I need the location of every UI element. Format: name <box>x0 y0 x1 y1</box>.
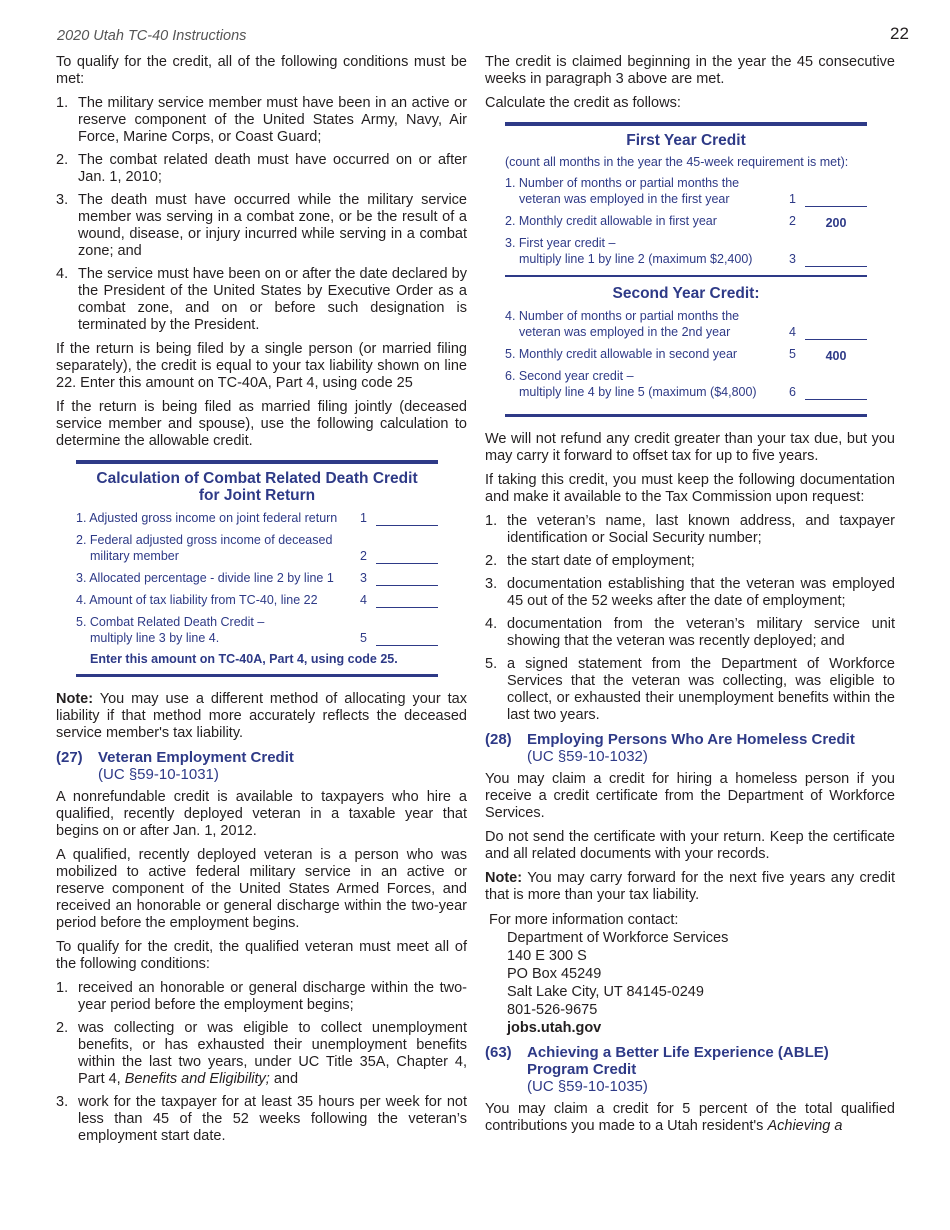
entry-field[interactable] <box>376 571 438 586</box>
list-item: 4. documentation from the veteran’s military service unit showing that the veteran was recently deployed; and <box>485 616 895 649</box>
conditions-list <box>56 95 467 334</box>
box-divider <box>505 275 867 277</box>
entry-field[interactable] <box>805 252 867 267</box>
veteran-conditions-list <box>56 980 467 1145</box>
calc-row: 4. Number of months or partial months the veteran was employed in the 2nd year 4 <box>505 308 867 340</box>
contact-line: Department of Workforce Services <box>507 930 729 946</box>
combat-death-calculation-box <box>76 460 438 677</box>
calc-row: 2. Monthly credit allowable in first year 2 200 <box>505 213 867 229</box>
first-year-note: (count all months in the year the 45-week requirement is met): <box>505 155 849 169</box>
right-column <box>485 54 895 1142</box>
list-item: 1. The military service member must have been in an active or reserve component of the United States Army, Navy, Air Force, Marine Corps, or Coast Guard; <box>56 95 467 145</box>
calc-row: 2. Federal adjusted gross income of deceased military member 2 <box>76 532 438 564</box>
list-item: 2. was collecting or was eligible to collect unemployment benefits, or has exhausted their unemployment benefits within the last two years, under UC Title 35A, Chapter 4, Part 4, Benefits and Eligibility; and <box>56 1020 467 1087</box>
entry-field[interactable] <box>376 549 438 564</box>
contact-line: 140 E 300 S <box>507 948 587 964</box>
list-item: 1. received an honorable or general discharge within the two-year period before the employment begins; <box>56 980 467 1013</box>
calc-row: 3. First year credit – multiply line 1 by line 2 (maximum $2,400) 3 <box>505 235 867 267</box>
calc-row: 4. Amount of tax liability from TC-40, line 22 4 <box>76 592 438 608</box>
entry-field[interactable] <box>376 593 438 608</box>
single-filer-paragraph: If the return is being filed by a single person (or married filing separately), the credit is equal to your tax liability shown on line 22. Enter this amount on TC-40A, Part 4, using code 25 <box>56 341 467 391</box>
calc-row: 6. Second year credit – multiply line 4 by line 5 (maximum ($4,800) 6 <box>505 368 867 400</box>
homeless-paragraph: You may claim a credit for hiring a homeless person if you receive a credit certificate from the Department of Workforce Services. <box>485 771 895 821</box>
calculate-paragraph: Calculate the credit as follows: <box>485 95 681 111</box>
joint-filer-paragraph: If the return is being filed as married filing jointly (deceased service member and spouse), use the following calculation to determine the allowable credit. <box>56 399 467 449</box>
left-column <box>56 54 467 1152</box>
note-paragraph: Note: You may carry forward for the next five years any credit that is more than your tax liability. <box>485 870 895 903</box>
refund-paragraph: We will not refund any credit greater than your tax due, but you may carry it forward to offset tax for up to five years. <box>485 431 895 464</box>
contact-block <box>485 911 895 1037</box>
entry-field[interactable] <box>805 385 867 400</box>
contact-line: 801-526-9675 <box>507 1002 598 1018</box>
value-field: 200 <box>825 216 847 230</box>
contact-line: PO Box 45249 <box>507 966 602 982</box>
calc-row: 1. Adjusted gross income on joint federal return 1 <box>76 510 438 526</box>
entry-field[interactable] <box>805 325 867 340</box>
documentation-list <box>485 513 895 724</box>
value-field: 400 <box>825 349 847 363</box>
list-item: 3. The death must have occurred while the military service member was serving in a combat zone, or be the result of a wound, disease, or injury incurred while serving in a combat zone; and <box>56 192 467 259</box>
calc-row: 1. Number of months or partial months the veteran was employed in the first year 1 <box>505 175 867 207</box>
veteran-credit-calculation-box <box>505 122 867 417</box>
note-paragraph: Note: You may use a different method of allocating your tax liability if that method more accurately reflects the deceased service member's tax liability. <box>56 691 467 741</box>
second-year-title: Second Year Credit: <box>612 285 760 302</box>
contact-heading: For more information contact: <box>489 912 679 928</box>
website-link[interactable]: jobs.utah.gov <box>507 1020 602 1036</box>
list-item: 3. documentation establishing that the veteran was employed 45 out of the 52 weeks after the date of employment; <box>485 576 895 609</box>
list-item: 2. the start date of employment; <box>485 553 695 569</box>
list-item: 2. The combat related death must have occurred on or after Jan. 1, 2010; <box>56 152 467 185</box>
section-27-heading: (27) Veteran Employment Credit (UC §59-10-1031) <box>56 749 294 783</box>
documentation-paragraph: If taking this credit, you must keep the following documentation and make it available to the Tax Commission upon request: <box>485 472 895 505</box>
calc-box-title: Calculation of Combat Related Death Credit for Joint Return <box>96 470 418 504</box>
entry-field[interactable] <box>805 192 867 207</box>
nonrefundable-paragraph: A nonrefundable credit is available to taxpayers who hire a qualified, recently deployed veteran in a taxable year that begins on or after Jan. 1, 2012. <box>56 789 467 839</box>
calc-row: 5. Monthly credit allowable in second year 5 400 <box>505 346 867 362</box>
intro-paragraph: To qualify for the credit, all of the following conditions must be met: <box>56 54 467 87</box>
section-63-heading: (63) Achieving a Better Life Experience (ABLE) Program Credit (UC §59-10-1035) <box>485 1044 829 1095</box>
section-28-heading: (28) Employing Persons Who Are Homeless Credit (UC §59-10-1032) <box>485 731 855 765</box>
contact-line: Salt Lake City, UT 84145-0249 <box>507 984 704 1000</box>
claimed-paragraph: The credit is claimed beginning in the year the 45 consecutive weeks in paragraph 3 above are met. <box>485 54 895 87</box>
calc-row: 3. Allocated percentage - divide line 2 by line 1 3 <box>76 570 438 586</box>
entry-field[interactable] <box>376 631 438 646</box>
entry-field[interactable] <box>376 511 438 526</box>
list-item: 4. The service must have been on or after the date declared by the President of the United States by Executive Order as a combat zone, and on or before such designation is terminated by the President. <box>56 266 467 333</box>
qualified-veteran-paragraph: A qualified, recently deployed veteran is a person who was mobilized to active federal military service in an active or reserve component of the United States Armed Forces, and received an honorable or general discharge within the two-year period before the employment begins. <box>56 847 467 931</box>
list-item: 3. work for the taxpayer for at least 35 hours per week for not less than 45 of the 52 weeks following the veteran’s employment start date. <box>56 1094 467 1144</box>
calc-row: 5. Combat Related Death Credit – multiply line 3 by line 4. 5 <box>76 614 438 646</box>
to-qualify-paragraph: To qualify for the credit, the qualified veteran must meet all of the following conditions: <box>56 939 467 972</box>
page-number: 22 <box>890 24 909 43</box>
able-paragraph: You may claim a credit for 5 percent of the total qualified contributions you made to a Utah resident's Achieving a <box>485 1101 895 1134</box>
document-title: 2020 Utah TC-40 Instructions <box>57 28 247 44</box>
list-item: 1. the veteran’s name, last known address, and taxpayer identification or Social Security number; <box>485 513 895 546</box>
first-year-title: First Year Credit <box>626 132 746 149</box>
list-item: 5. a signed statement from the Department of Workforce Services that the veteran was collecting, was eligible to collect, or exhausted their unemployment benefits within the last two years. <box>485 656 895 723</box>
enter-instruction: Enter this amount on TC-40A, Part 4, using code 25. <box>90 652 398 666</box>
do-not-send-paragraph: Do not send the certificate with your return. Keep the certificate and all related documents with your records. <box>485 829 895 862</box>
